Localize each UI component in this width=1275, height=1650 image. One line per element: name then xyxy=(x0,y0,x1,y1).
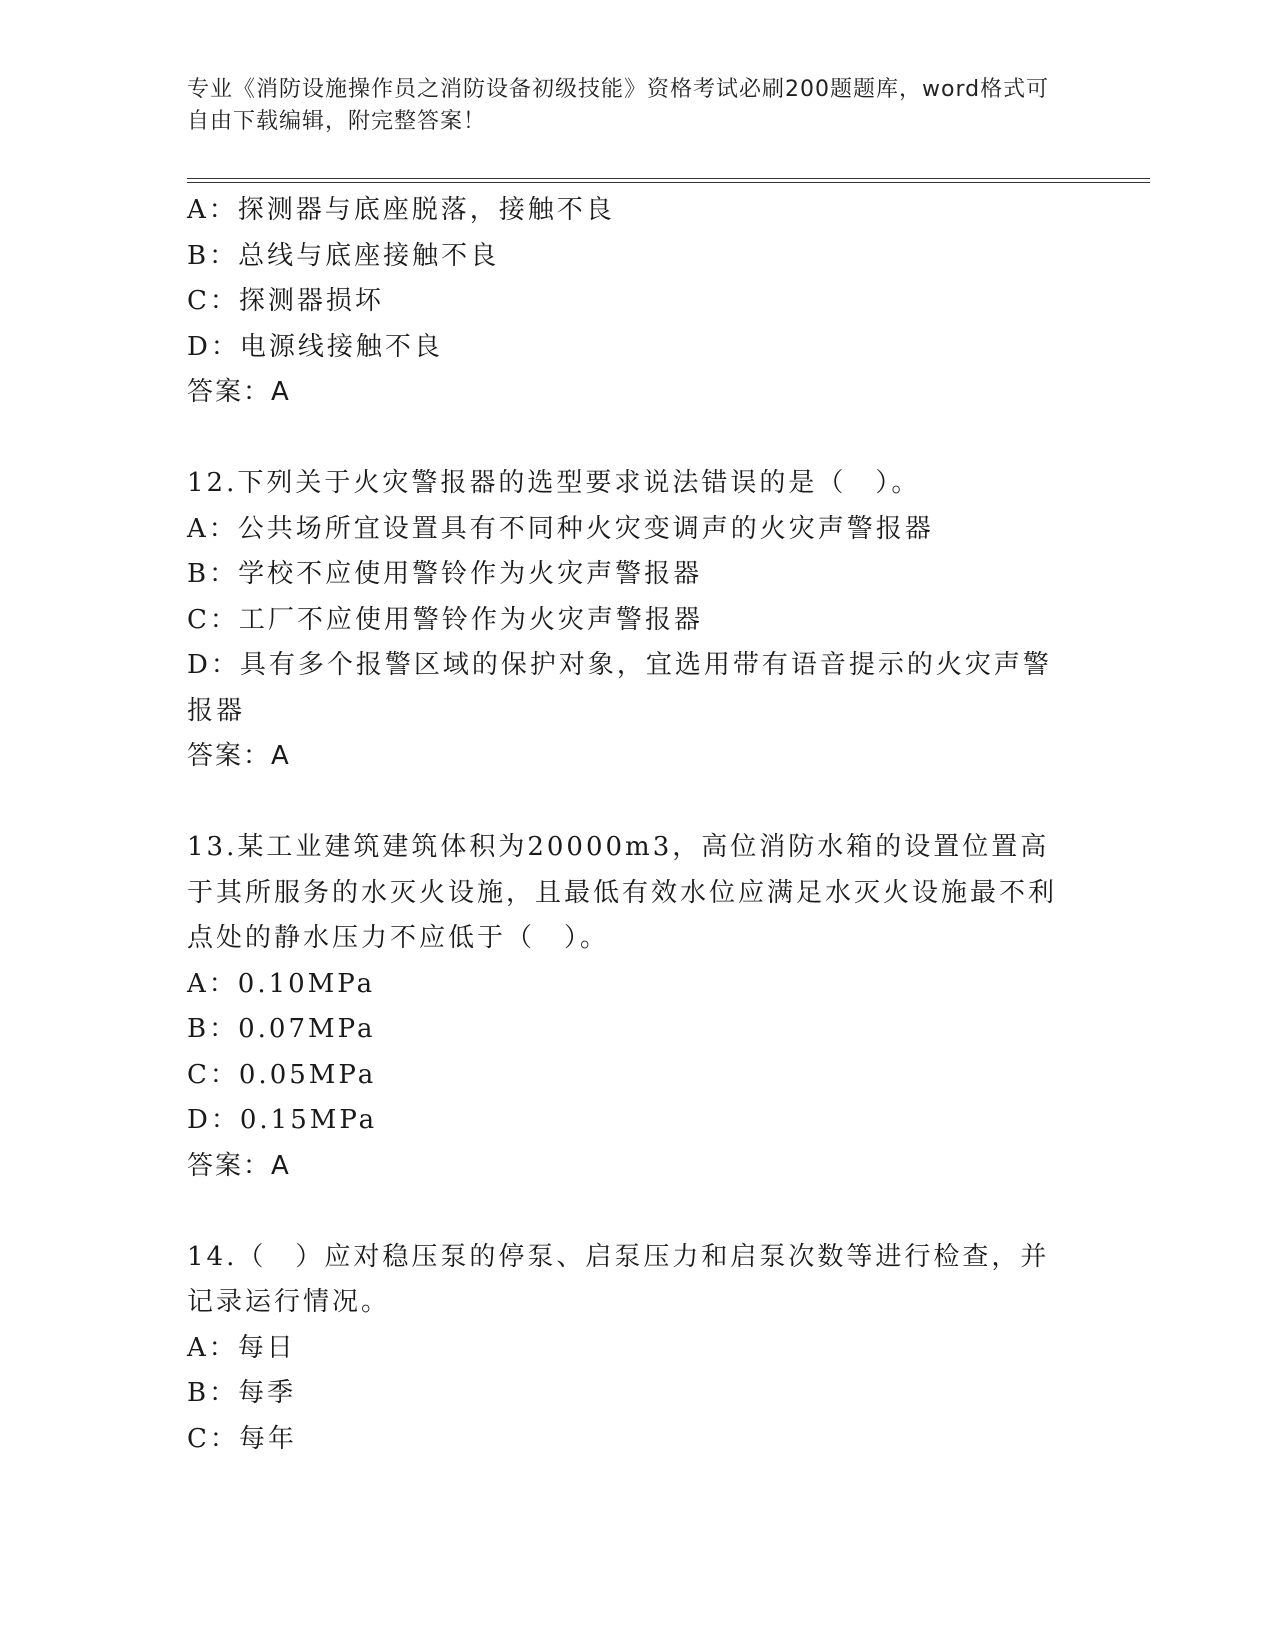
question-block xyxy=(187,188,1067,416)
question-block xyxy=(187,1235,1067,1463)
option-a: A：探测器与底座脱落，接触不良 xyxy=(187,195,615,225)
question-block xyxy=(187,461,1067,780)
option-c: C：每年 xyxy=(187,1423,297,1454)
option-b: B：总线与底座接触不良 xyxy=(187,240,500,271)
header-rule-top xyxy=(187,178,1150,179)
option-c: C：探测器损坏 xyxy=(187,286,384,316)
question-list xyxy=(187,188,1067,1462)
option-b: B：0.07MPa xyxy=(187,1014,376,1044)
answer-line: 答案：A xyxy=(187,741,291,771)
question-text: 12.下列关于火灾警报器的选型要求说法错误的是（ ）。 xyxy=(187,468,921,498)
question-text: 14.（ ）应对稳压泵的停泵、启泵压力和启泵次数等进行检查，并记录运行情况。 xyxy=(187,1241,1050,1317)
document-header: 专业《消防设施操作员之消防设备初级技能》资格考试必刷200题题库，word格式可自由下载编辑，附完整答案！ xyxy=(187,77,1050,134)
spacer xyxy=(187,416,1067,462)
option-d: D：电源线接触不良 xyxy=(187,331,443,362)
spacer xyxy=(187,780,1067,826)
option-a: A：每日 xyxy=(187,1332,296,1363)
answer-line: 答案：A xyxy=(187,377,291,407)
option-a: A：0.10MPa xyxy=(187,968,376,999)
answer-line: 答案：A xyxy=(187,1150,291,1181)
option-a: A：公共场所宜设置具有不同种火灾变调声的火灾声警报器 xyxy=(187,513,934,544)
question-block xyxy=(187,825,1067,1189)
option-b: B：每季 xyxy=(187,1378,297,1408)
option-d: D：0.15MPa xyxy=(187,1105,378,1135)
option-d: D：具有多个报警区域的保护对象，宜选用带有语音提示的火灾声警报器 xyxy=(187,650,1052,726)
spacer xyxy=(187,1189,1067,1235)
option-b: B：学校不应使用警铃作为火灾声警报器 xyxy=(187,559,703,589)
option-c: C：0.05MPa xyxy=(187,1059,377,1090)
question-text: 13.某工业建筑建筑体积为20000m3，高位消防水箱的设置位置高于其所服务的水灭火设施，且最低有效水位应满足水灭火设施最不利点处的静水压力不应低于（ ）。 xyxy=(187,832,1058,953)
header-rule-bottom xyxy=(187,182,1150,183)
option-c: C：工厂不应使用警铃作为火灾声警报器 xyxy=(187,604,703,635)
